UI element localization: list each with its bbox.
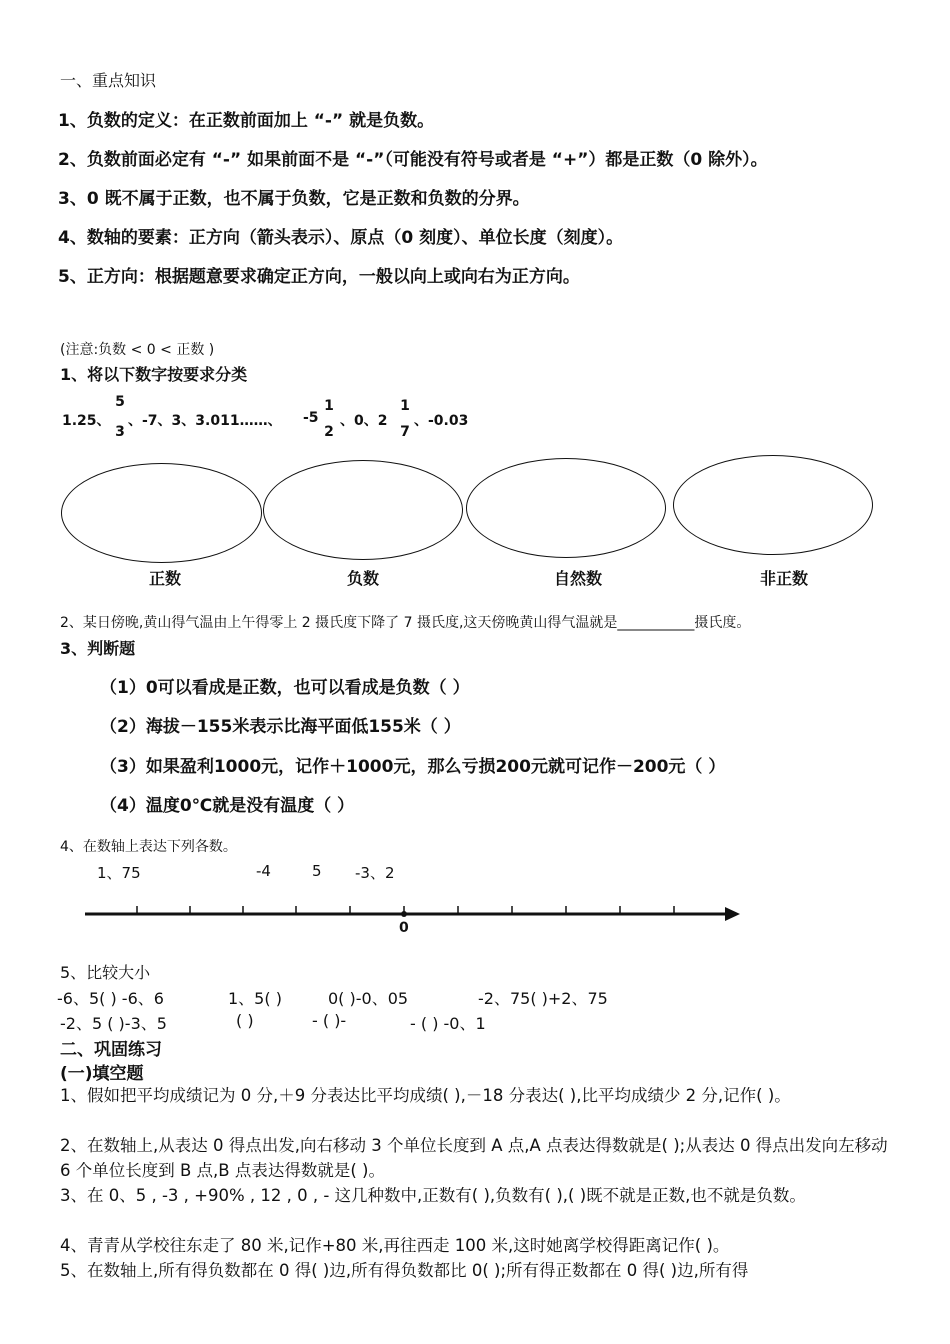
category-oval-nonpositive[interactable] — [673, 455, 873, 555]
fill-item-1: 1、假如把平均成绩记为 0 分,＋9 分表达比平均成绩( ),－18 分表达( ),比平均成绩少 2 分,记作( )。 — [60, 1086, 791, 1105]
fill-item-5: 5、在数轴上,所有得负数都在 0 得( )边,所有得负数都比 0( );所有得正数都在 0 得( )边,所有得 — [60, 1261, 749, 1280]
category-label-negative: 负数 — [346, 569, 379, 588]
num-a: 1.25、 — [62, 413, 111, 429]
category-oval-negative[interactable] — [263, 460, 463, 560]
q4-value-4: -3、2 — [355, 864, 395, 882]
q4-value-3: 5 — [312, 862, 322, 880]
q4-value-1: 1、75 — [97, 864, 141, 882]
fill-item-4: 4、青青从学校往东走了 80 米,记作+80 米,再往西走 100 米,这时她离学校得距离记作( )。 — [60, 1236, 730, 1255]
compare-7: - ( )- — [312, 1011, 347, 1030]
category-oval-natural[interactable] — [466, 458, 666, 558]
key-point-1: 1、负数的定义：在正数前面加上 “-” 就是负数。 — [58, 111, 435, 131]
key-point-3: 3、0 既不属于正数，也不属于负数，它是正数和负数的分界。 — [58, 189, 530, 209]
q3-title: 3、判断题 — [60, 639, 136, 658]
judge-item-1: （1）0可以看成是正数，也可以看成是负数（ ） — [100, 678, 470, 698]
category-label-positive: 正数 — [148, 569, 181, 588]
num-b: 、-7、3、3.011……、 — [128, 413, 282, 429]
note: (注意:负数 < 0 < 正数 ) — [60, 342, 215, 358]
judge-item-3: （3）如果盈利1000元，记作＋1000元，那么亏损200元就可记作－200元（ ） — [100, 757, 726, 777]
category-label-natural: 自然数 — [553, 569, 602, 588]
q5-title: 5、比较大小 — [60, 963, 151, 982]
compare-3: 0( )-0、05 — [328, 989, 409, 1008]
compare-8: - ( ) -0、1 — [410, 1014, 486, 1033]
key-point-2: 2、负数前面必定有 “-” 如果前面不是 “-”（可能没有符号或者是 “+”）都是正数（0 除外）。 — [58, 150, 768, 170]
judge-item-2: （2）海拔－155米表示比海平面低155米（ ） — [100, 717, 461, 737]
category-label-nonpositive: 非正数 — [759, 569, 808, 588]
frac3-denominator: 7 — [400, 424, 410, 440]
num-c: -5 — [303, 410, 319, 426]
num-e: 、-0.03 — [414, 413, 469, 429]
compare-5: -2、5 ( )-3、5 — [60, 1014, 167, 1033]
section1-heading: 一、重点知识 — [60, 71, 157, 90]
fill-item-3: 3、在 0、5 , -3 , +90% , 12 , 0 , - 这几种数中,正数有( ),负数有( ),( )既不就是正数,也不就是负数。 — [60, 1186, 806, 1205]
num-d: 、0、2 — [340, 413, 388, 429]
fill-blank-heading: (一)填空题 — [60, 1064, 144, 1084]
frac2-numerator: 1 — [324, 398, 334, 414]
category-oval-positive[interactable] — [61, 463, 262, 563]
compare-2: 1、5( ) — [228, 989, 282, 1008]
fill-item-2: 2、在数轴上,从表达 0 得点出发,向右移动 3 个单位长度到 A 点,A 点表达得数就是( );从表达 0 得点出发向左移动 6 个单位长度到 B 点,B 点表达得数就是( )。 — [60, 1136, 888, 1180]
compare-4: -2、75( )+2、75 — [478, 989, 608, 1008]
q2-text: 2、某日傍晚,黄山得气温由上午得零上 2 摄氏度下降了 7 摄氏度,这天傍晚黄山得气温就是___________摄氏度。 — [60, 615, 751, 631]
frac3-numerator: 1 — [400, 398, 410, 414]
section2-heading: 二、巩固练习 — [60, 1040, 162, 1060]
q4-title: 4、在数轴上表达下列各数。 — [60, 839, 237, 855]
frac2-denominator: 2 — [324, 424, 334, 440]
key-point-5: 5、正方向：根据题意要求确定正方向，一般以向上或向右为正方向。 — [58, 267, 580, 287]
q4-value-2: -4 — [256, 862, 271, 880]
number-line-origin-label: 0 — [399, 920, 409, 936]
compare-6: ( ) — [236, 1011, 254, 1030]
judge-item-4: （4）温度0℃就是没有温度（ ） — [100, 796, 355, 816]
number-line[interactable] — [80, 900, 750, 940]
q1-title: 1、将以下数字按要求分类 — [60, 365, 248, 384]
frac1-denominator: 3 — [115, 424, 125, 440]
frac1-numerator: 5 — [115, 394, 125, 410]
compare-1: -6、5( ) -6、6 — [57, 989, 164, 1008]
key-point-4: 4、数轴的要素：正方向（箭头表示）、原点（0 刻度）、单位长度（刻度）。 — [58, 228, 624, 248]
